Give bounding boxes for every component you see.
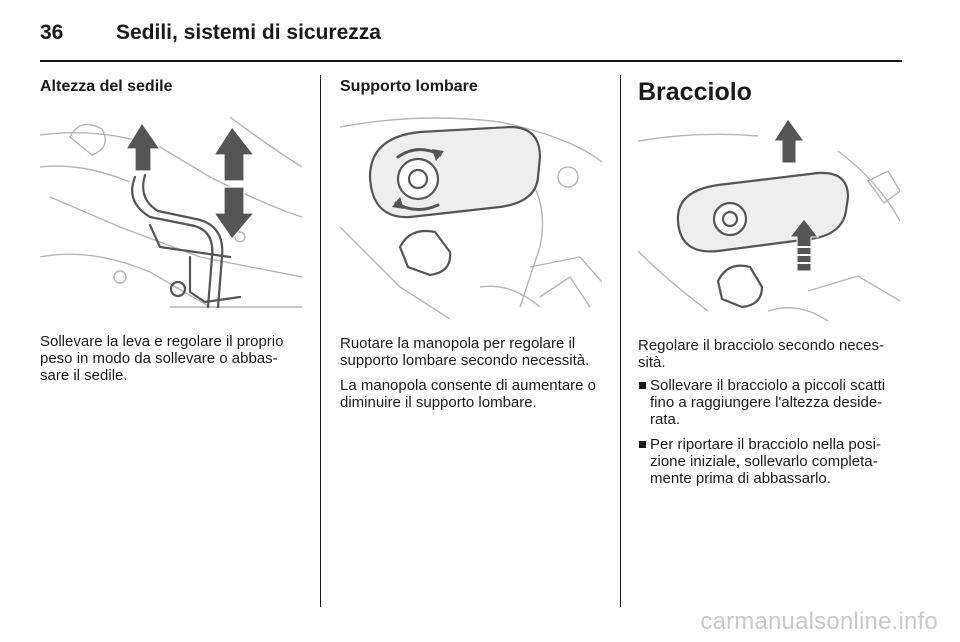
lumbar-support-knob-illustration (340, 107, 602, 319)
list-item (638, 436, 904, 487)
chapter-title: Sedili, sistemi di sicurezza (116, 21, 381, 44)
instruction-list (638, 377, 904, 487)
list-item-text: Per riportare il bracciolo nella posi-zione iniziale, sollevarlo completa-mente prima di abbassarlo. (650, 436, 881, 487)
seat-height-lever-illustration (40, 107, 302, 319)
section-heading: Bracciolo (638, 78, 752, 106)
section-heading: Altezza del sedile (40, 78, 173, 95)
section-lumbar-support (340, 75, 606, 411)
section-heading: Supporto lombare (340, 78, 478, 95)
header-rule (40, 60, 902, 62)
body-paragraph: La manopola consente di aumentare o diminuire il supporto lombare. (340, 377, 597, 411)
square-bullet-icon (639, 382, 646, 389)
list-item-text: Sollevare il bracciolo a piccoli scatti fino a raggiungere l'altezza deside-rata. (650, 377, 886, 428)
page-header (40, 18, 381, 48)
column-divider (620, 75, 621, 607)
body-paragraph: Ruotare la manopola per regolare il supporto lombare secondo necessità. (340, 335, 590, 369)
list-item (638, 377, 904, 428)
column-divider (320, 75, 321, 607)
section-armrest (638, 75, 904, 495)
site-watermark: carmanualsonline.info (700, 608, 938, 635)
armrest-illustration (638, 111, 900, 321)
body-paragraph: Regolare il bracciolo secondo neces-sità. (638, 337, 884, 371)
page-number: 36 (40, 21, 64, 44)
square-bullet-icon (639, 441, 646, 448)
section-seat-height (40, 75, 304, 384)
body-paragraph: Sollevare la leva e regolare il proprio peso in modo da sollevare o abbas-sare il sedile. (40, 333, 284, 384)
